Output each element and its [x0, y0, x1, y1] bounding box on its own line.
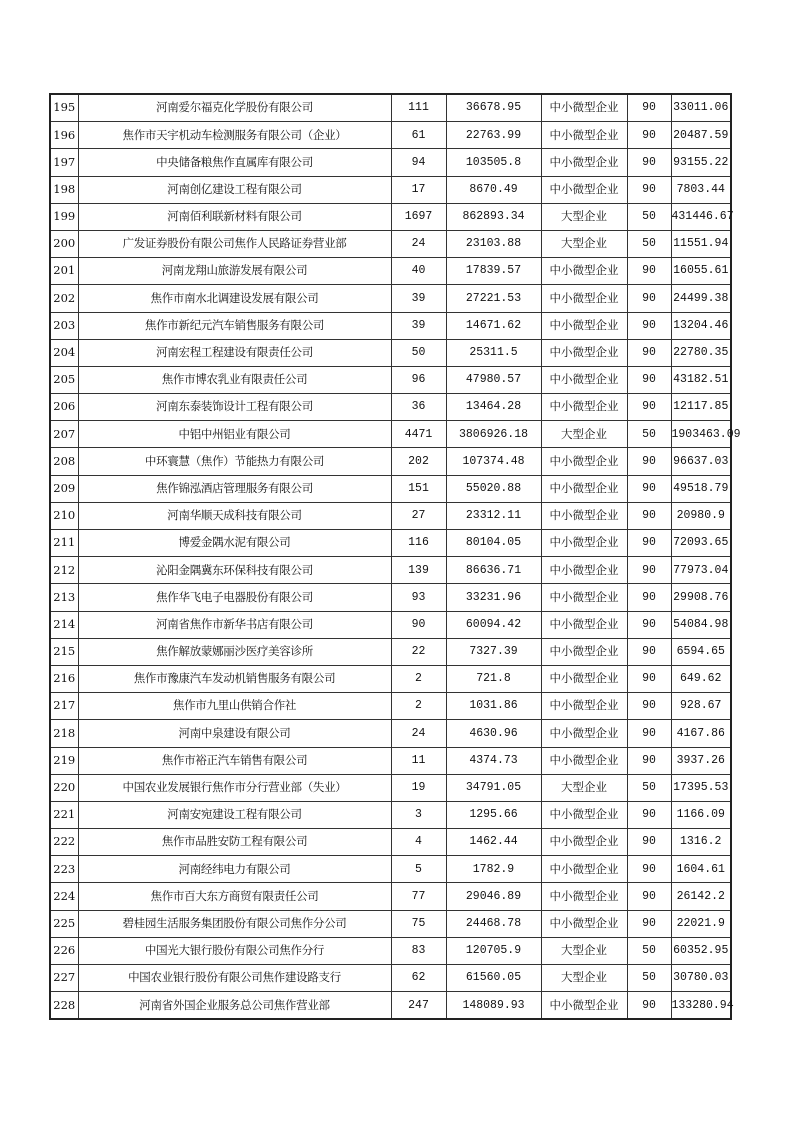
table-row [50, 339, 731, 366]
insurance-amount-cell: 22763.99 [446, 122, 541, 149]
insurance-amount-cell: 148089.93 [446, 992, 541, 1020]
row-number-cell: 227 [50, 965, 78, 992]
enterprise-type-cell: 中小微型企业 [541, 747, 627, 774]
row-number-cell: 217 [50, 693, 78, 720]
refund-rate-cell: 90 [627, 312, 671, 339]
company-name-cell: 河南创亿建设工程有限公司 [78, 176, 391, 203]
table-body [50, 94, 741, 1019]
refund-rate-cell: 90 [627, 883, 671, 910]
refund-amount-cell: 43182.51 [671, 366, 731, 393]
insurance-amount-cell: 17839.57 [446, 258, 541, 285]
table-row [50, 965, 731, 992]
refund-rate-cell: 50 [627, 774, 671, 801]
row-number-cell: 214 [50, 611, 78, 638]
table-row [50, 611, 731, 638]
refund-rate-cell: 90 [627, 502, 671, 529]
table-row [50, 230, 731, 257]
enterprise-type-cell: 中小微型企业 [541, 910, 627, 937]
row-number-cell: 223 [50, 856, 78, 883]
insurance-amount-cell: 61560.05 [446, 965, 541, 992]
refund-rate-cell: 90 [627, 720, 671, 747]
company-name-cell: 河南爱尔福克化学股份有限公司 [78, 94, 391, 122]
employee-count-cell: 19 [391, 774, 446, 801]
insurance-amount-cell: 80104.05 [446, 530, 541, 557]
insurance-amount-cell: 120705.9 [446, 937, 541, 964]
refund-rate-cell: 90 [627, 366, 671, 393]
insurance-amount-cell: 14671.62 [446, 312, 541, 339]
row-number-cell: 228 [50, 992, 78, 1020]
insurance-amount-cell: 36678.95 [446, 94, 541, 122]
insurance-amount-cell: 25311.5 [446, 339, 541, 366]
enterprise-type-cell: 中小微型企业 [541, 285, 627, 312]
row-number-cell: 225 [50, 910, 78, 937]
insurance-amount-cell: 1295.66 [446, 801, 541, 828]
company-name-cell: 中央储备粮焦作直属库有限公司 [78, 149, 391, 176]
employee-count-cell: 77 [391, 883, 446, 910]
refund-rate-cell: 90 [627, 475, 671, 502]
refund-rate-cell: 50 [627, 203, 671, 230]
company-name-cell: 河南华顺天成科技有限公司 [78, 502, 391, 529]
employee-count-cell: 96 [391, 366, 446, 393]
insurance-amount-cell: 55020.88 [446, 475, 541, 502]
employee-count-cell: 5 [391, 856, 446, 883]
employee-count-cell: 2 [391, 693, 446, 720]
company-name-cell: 河南省外国企业服务总公司焦作营业部 [78, 992, 391, 1020]
employee-count-cell: 39 [391, 285, 446, 312]
company-name-cell: 焦作市百大东方商贸有限责任公司 [78, 883, 391, 910]
row-number-cell: 208 [50, 448, 78, 475]
company-name-cell: 河南中泉建设有限公司 [78, 720, 391, 747]
refund-rate-cell: 90 [627, 557, 671, 584]
employee-count-cell: 94 [391, 149, 446, 176]
row-number-cell: 210 [50, 502, 78, 529]
company-name-cell: 河南安宛建设工程有限公司 [78, 801, 391, 828]
insurance-amount-cell: 23103.88 [446, 230, 541, 257]
employee-count-cell: 151 [391, 475, 446, 502]
employee-count-cell: 2 [391, 665, 446, 692]
refund-rate-cell: 90 [627, 611, 671, 638]
row-number-cell: 201 [50, 258, 78, 285]
refund-amount-cell: 1903463.09 [671, 421, 731, 448]
refund-rate-cell: 50 [627, 230, 671, 257]
enterprise-type-cell: 中小微型企业 [541, 557, 627, 584]
refund-rate-cell: 90 [627, 530, 671, 557]
row-number-cell: 213 [50, 584, 78, 611]
table-row [50, 394, 731, 421]
table-row [50, 693, 731, 720]
refund-amount-cell: 6594.65 [671, 638, 731, 665]
row-number-cell: 199 [50, 203, 78, 230]
company-name-cell: 河南佰利联新材料有限公司 [78, 203, 391, 230]
enterprise-type-cell: 大型企业 [541, 203, 627, 230]
refund-rate-cell: 90 [627, 856, 671, 883]
table-row [50, 774, 731, 801]
company-name-cell: 中国光大银行股份有限公司焦作分行 [78, 937, 391, 964]
table-row [50, 421, 731, 448]
employee-count-cell: 111 [391, 94, 446, 122]
row-number-cell: 205 [50, 366, 78, 393]
enterprise-type-cell: 中小微型企业 [541, 176, 627, 203]
insurance-amount-cell: 7327.39 [446, 638, 541, 665]
refund-amount-cell: 29908.76 [671, 584, 731, 611]
refund-amount-cell: 96637.03 [671, 448, 731, 475]
refund-amount-cell: 77973.04 [671, 557, 731, 584]
refund-rate-cell: 90 [627, 910, 671, 937]
company-name-cell: 焦作市博农乳业有限责任公司 [78, 366, 391, 393]
table-row [50, 448, 731, 475]
company-name-cell: 河南龙翔山旅游发展有限公司 [78, 258, 391, 285]
company-name-cell: 焦作锦泓酒店管理服务有限公司 [78, 475, 391, 502]
employee-count-cell: 36 [391, 394, 446, 421]
enterprise-type-cell: 中小微型企业 [541, 720, 627, 747]
insurance-amount-cell: 60094.42 [446, 611, 541, 638]
employee-count-cell: 1697 [391, 203, 446, 230]
refund-amount-cell: 54084.98 [671, 611, 731, 638]
refund-amount-cell: 13204.46 [671, 312, 731, 339]
table-row [50, 94, 731, 122]
enterprise-type-cell: 中小微型企业 [541, 475, 627, 502]
enterprise-type-cell: 中小微型企业 [541, 638, 627, 665]
refund-amount-cell: 1604.61 [671, 856, 731, 883]
refund-amount-cell: 20487.59 [671, 122, 731, 149]
insurance-amount-cell: 4630.96 [446, 720, 541, 747]
refund-amount-cell: 11551.94 [671, 230, 731, 257]
table-row [50, 122, 731, 149]
refund-rate-cell: 90 [627, 747, 671, 774]
refund-rate-cell: 90 [627, 122, 671, 149]
refund-amount-cell: 20980.9 [671, 502, 731, 529]
table-row [50, 176, 731, 203]
table-row [50, 312, 731, 339]
enterprise-type-cell: 中小微型企业 [541, 693, 627, 720]
employee-count-cell: 3 [391, 801, 446, 828]
enterprise-type-cell: 中小微型企业 [541, 502, 627, 529]
company-name-cell: 焦作市豫康汽车发动机销售服务有限公司 [78, 665, 391, 692]
table-row [50, 992, 731, 1020]
table-row [50, 366, 731, 393]
table-row [50, 149, 731, 176]
employee-count-cell: 11 [391, 747, 446, 774]
refund-rate-cell: 90 [627, 638, 671, 665]
company-name-cell: 河南省焦作市新华书店有限公司 [78, 611, 391, 638]
enterprise-table [49, 93, 741, 1020]
enterprise-type-cell: 中小微型企业 [541, 883, 627, 910]
refund-amount-cell: 33011.06 [671, 94, 731, 122]
insurance-amount-cell: 24468.78 [446, 910, 541, 937]
table-row [50, 856, 731, 883]
employee-count-cell: 247 [391, 992, 446, 1020]
row-number-cell: 215 [50, 638, 78, 665]
company-name-cell: 广发证券股份有限公司焦作人民路证券营业部 [78, 230, 391, 257]
enterprise-type-cell: 中小微型企业 [541, 394, 627, 421]
insurance-amount-cell: 8670.49 [446, 176, 541, 203]
employee-count-cell: 27 [391, 502, 446, 529]
enterprise-type-cell: 中小微型企业 [541, 312, 627, 339]
employee-count-cell: 4471 [391, 421, 446, 448]
refund-rate-cell: 90 [627, 693, 671, 720]
enterprise-type-cell: 中小微型企业 [541, 856, 627, 883]
row-number-cell: 219 [50, 747, 78, 774]
refund-amount-cell: 24499.38 [671, 285, 731, 312]
refund-amount-cell: 928.67 [671, 693, 731, 720]
refund-amount-cell: 16055.61 [671, 258, 731, 285]
row-number-cell: 211 [50, 530, 78, 557]
enterprise-type-cell: 中小微型企业 [541, 611, 627, 638]
enterprise-type-cell: 大型企业 [541, 774, 627, 801]
refund-amount-cell: 12117.85 [671, 394, 731, 421]
enterprise-type-cell: 中小微型企业 [541, 829, 627, 856]
employee-count-cell: 93 [391, 584, 446, 611]
refund-amount-cell: 7803.44 [671, 176, 731, 203]
table-row [50, 883, 731, 910]
refund-amount-cell: 649.62 [671, 665, 731, 692]
company-name-cell: 焦作市天宇机动车检测服务有限公司（企业） [78, 122, 391, 149]
row-number-cell: 198 [50, 176, 78, 203]
row-number-cell: 216 [50, 665, 78, 692]
refund-rate-cell: 50 [627, 937, 671, 964]
insurance-amount-cell: 86636.71 [446, 557, 541, 584]
refund-rate-cell: 90 [627, 801, 671, 828]
insurance-amount-cell: 107374.48 [446, 448, 541, 475]
employee-count-cell: 40 [391, 258, 446, 285]
employee-count-cell: 62 [391, 965, 446, 992]
company-name-cell: 焦作市新纪元汽车销售服务有限公司 [78, 312, 391, 339]
refund-rate-cell: 90 [627, 992, 671, 1020]
refund-amount-cell: 4167.86 [671, 720, 731, 747]
company-name-cell: 沁阳金隅冀东环保科技有限公司 [78, 557, 391, 584]
refund-amount-cell: 93155.22 [671, 149, 731, 176]
table-row [50, 203, 731, 230]
insurance-amount-cell: 4374.73 [446, 747, 541, 774]
row-number-cell: 202 [50, 285, 78, 312]
refund-rate-cell: 90 [627, 829, 671, 856]
insurance-amount-cell: 862893.34 [446, 203, 541, 230]
table-row [50, 720, 731, 747]
refund-rate-cell: 90 [627, 448, 671, 475]
refund-amount-cell: 49518.79 [671, 475, 731, 502]
company-name-cell: 河南东泰装饰设计工程有限公司 [78, 394, 391, 421]
refund-amount-cell: 72093.65 [671, 530, 731, 557]
employee-count-cell: 39 [391, 312, 446, 339]
table-row [50, 910, 731, 937]
company-name-cell: 焦作市九里山供销合作社 [78, 693, 391, 720]
table-row [50, 665, 731, 692]
table-row [50, 530, 731, 557]
table-row [50, 747, 731, 774]
table-row [50, 638, 731, 665]
refund-amount-cell: 60352.95 [671, 937, 731, 964]
insurance-amount-cell: 3806926.18 [446, 421, 541, 448]
refund-rate-cell: 90 [627, 665, 671, 692]
row-number-cell: 220 [50, 774, 78, 801]
employee-count-cell: 24 [391, 230, 446, 257]
enterprise-type-cell: 中小微型企业 [541, 339, 627, 366]
enterprise-type-cell: 中小微型企业 [541, 149, 627, 176]
enterprise-type-cell: 大型企业 [541, 937, 627, 964]
row-number-cell: 212 [50, 557, 78, 584]
enterprise-type-cell: 中小微型企业 [541, 258, 627, 285]
insurance-amount-cell: 23312.11 [446, 502, 541, 529]
company-name-cell: 中环寰慧（焦作）节能热力有限公司 [78, 448, 391, 475]
table-row [50, 475, 731, 502]
enterprise-type-cell: 中小微型企业 [541, 448, 627, 475]
row-number-cell: 218 [50, 720, 78, 747]
insurance-amount-cell: 27221.53 [446, 285, 541, 312]
row-number-cell: 207 [50, 421, 78, 448]
refund-rate-cell: 90 [627, 94, 671, 122]
employee-count-cell: 116 [391, 530, 446, 557]
row-number-cell: 224 [50, 883, 78, 910]
enterprise-type-cell: 大型企业 [541, 230, 627, 257]
row-number-cell: 197 [50, 149, 78, 176]
row-number-cell: 196 [50, 122, 78, 149]
enterprise-type-cell: 中小微型企业 [541, 584, 627, 611]
insurance-amount-cell: 34791.05 [446, 774, 541, 801]
company-name-cell: 博爱金隅水泥有限公司 [78, 530, 391, 557]
enterprise-type-cell: 中小微型企业 [541, 122, 627, 149]
company-name-cell: 碧桂园生活服务集团股份有限公司焦作分公司 [78, 910, 391, 937]
table-row [50, 502, 731, 529]
enterprise-type-cell: 中小微型企业 [541, 366, 627, 393]
table-row [50, 285, 731, 312]
company-name-cell: 焦作解放蒙娜丽沙医疗美容诊所 [78, 638, 391, 665]
table-row [50, 584, 731, 611]
refund-rate-cell: 90 [627, 149, 671, 176]
enterprise-type-cell: 中小微型企业 [541, 801, 627, 828]
refund-amount-cell: 22021.9 [671, 910, 731, 937]
company-name-cell: 焦作华飞电子电器股份有限公司 [78, 584, 391, 611]
enterprise-type-cell: 中小微型企业 [541, 665, 627, 692]
table-row [50, 937, 731, 964]
insurance-amount-cell: 33231.96 [446, 584, 541, 611]
employee-count-cell: 90 [391, 611, 446, 638]
refund-rate-cell: 90 [627, 258, 671, 285]
insurance-amount-cell: 721.8 [446, 665, 541, 692]
company-name-cell: 中铝中州铝业有限公司 [78, 421, 391, 448]
refund-amount-cell: 22780.35 [671, 339, 731, 366]
insurance-amount-cell: 13464.28 [446, 394, 541, 421]
enterprise-type-cell: 大型企业 [541, 421, 627, 448]
table-row [50, 801, 731, 828]
table-row [50, 829, 731, 856]
company-name-cell: 焦作市裕正汽车销售有限公司 [78, 747, 391, 774]
company-name-cell: 河南宏程工程建设有限责任公司 [78, 339, 391, 366]
refund-amount-cell: 3937.26 [671, 747, 731, 774]
enterprise-type-cell: 中小微型企业 [541, 992, 627, 1020]
insurance-amount-cell: 103505.8 [446, 149, 541, 176]
employee-count-cell: 17 [391, 176, 446, 203]
employee-count-cell: 139 [391, 557, 446, 584]
employee-count-cell: 202 [391, 448, 446, 475]
refund-rate-cell: 90 [627, 176, 671, 203]
employee-count-cell: 22 [391, 638, 446, 665]
row-number-cell: 209 [50, 475, 78, 502]
company-name-cell: 中国农业银行股份有限公司焦作建设路支行 [78, 965, 391, 992]
employee-count-cell: 24 [391, 720, 446, 747]
row-number-cell: 195 [50, 94, 78, 122]
row-number-cell: 221 [50, 801, 78, 828]
refund-amount-cell: 26142.2 [671, 883, 731, 910]
employee-count-cell: 75 [391, 910, 446, 937]
table-row [50, 557, 731, 584]
company-name-cell: 焦作市品胜安防工程有限公司 [78, 829, 391, 856]
insurance-amount-cell: 1782.9 [446, 856, 541, 883]
employee-count-cell: 50 [391, 339, 446, 366]
insurance-amount-cell: 1031.86 [446, 693, 541, 720]
row-number-cell: 203 [50, 312, 78, 339]
table-row [50, 258, 731, 285]
refund-rate-cell: 90 [627, 339, 671, 366]
refund-amount-cell: 1316.2 [671, 829, 731, 856]
refund-rate-cell: 50 [627, 965, 671, 992]
company-name-cell: 焦作市南水北调建设发展有限公司 [78, 285, 391, 312]
refund-rate-cell: 90 [627, 394, 671, 421]
insurance-amount-cell: 1462.44 [446, 829, 541, 856]
refund-rate-cell: 50 [627, 421, 671, 448]
refund-amount-cell: 133280.94 [671, 992, 731, 1020]
row-number-cell: 204 [50, 339, 78, 366]
refund-rate-cell: 90 [627, 584, 671, 611]
refund-amount-cell: 431446.67 [671, 203, 731, 230]
row-number-cell: 200 [50, 230, 78, 257]
row-number-cell: 206 [50, 394, 78, 421]
insurance-amount-cell: 29046.89 [446, 883, 541, 910]
row-number-cell: 226 [50, 937, 78, 964]
enterprise-type-cell: 中小微型企业 [541, 94, 627, 122]
enterprise-type-cell: 大型企业 [541, 965, 627, 992]
refund-amount-cell: 17395.53 [671, 774, 731, 801]
employee-count-cell: 61 [391, 122, 446, 149]
row-number-cell: 222 [50, 829, 78, 856]
refund-amount-cell: 30780.03 [671, 965, 731, 992]
insurance-amount-cell: 47980.57 [446, 366, 541, 393]
employee-count-cell: 4 [391, 829, 446, 856]
company-name-cell: 中国农业发展银行焦作市分行营业部（失业） [78, 774, 391, 801]
enterprise-type-cell: 中小微型企业 [541, 530, 627, 557]
refund-rate-cell: 90 [627, 285, 671, 312]
employee-count-cell: 83 [391, 937, 446, 964]
refund-amount-cell: 1166.09 [671, 801, 731, 828]
company-name-cell: 河南经纬电力有限公司 [78, 856, 391, 883]
